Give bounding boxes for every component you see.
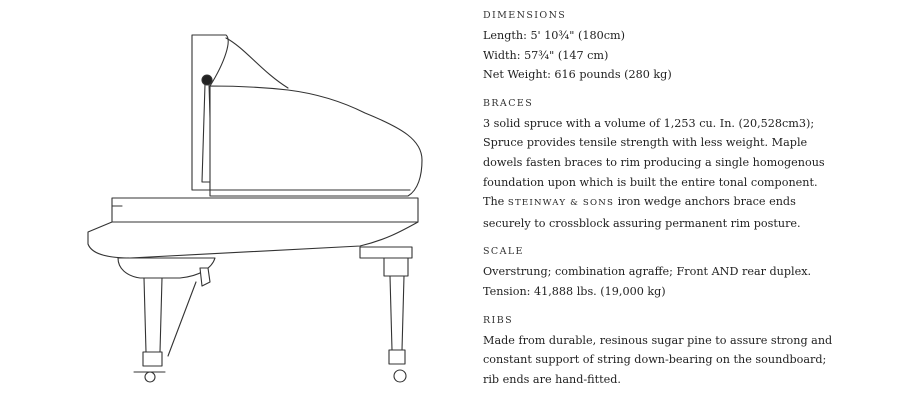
- dimensions-weight: Net Weight: 616 pounds (280 kg): [483, 68, 672, 82]
- specifications-panel: [483, 9, 898, 401]
- dimensions-section: [483, 9, 898, 85]
- rear-leg-collar: [389, 350, 405, 364]
- braces-line: foundation upon which is built the entire tonal component.: [483, 175, 818, 189]
- rear-caster: [394, 370, 406, 382]
- front-leg-collar: [143, 352, 162, 366]
- grand-piano-side-view-icon: [70, 20, 440, 395]
- braces-brand-after: iron wedge anchors brace ends: [614, 195, 796, 209]
- lid-prop-knob: [202, 75, 212, 85]
- rear-leg: [390, 276, 404, 350]
- ribs-heading: RIBS: [483, 314, 513, 326]
- piano-lid-curve: [226, 38, 288, 88]
- rear-leg-block: [360, 247, 412, 258]
- scale-line: Tension: 41,888 lbs. (19,000 kg): [483, 284, 666, 298]
- scale-line: Overstrung; combination agraffe; Front AND rear duplex.: [483, 265, 812, 279]
- ribs-line: Made from durable, resinous sugar pine to assure strong and: [483, 333, 833, 347]
- scale-section: [483, 245, 898, 301]
- dimensions-length: Length: 5' 10¾" (180cm): [483, 29, 625, 42]
- dimensions-heading: DIMENSIONS: [483, 10, 567, 21]
- piano-case: [210, 86, 422, 196]
- ribs-line: rib ends are hand-fitted.: [483, 372, 621, 386]
- lyre-rod: [168, 282, 196, 356]
- grand-piano-illustration: [70, 20, 440, 395]
- scale-heading: SCALE: [483, 246, 524, 258]
- brand-name: STEINWAY & SONS: [507, 198, 615, 209]
- braces-heading: BRACES: [483, 97, 534, 109]
- front-leg: [144, 278, 162, 352]
- front-caster: [145, 372, 155, 382]
- braces-brand-line: [483, 192, 898, 214]
- braces-line: securely to crossblock assuring permanent rim posture.: [483, 216, 801, 230]
- ribs-line: constant support of string down-bearing on the soundboard;: [483, 353, 827, 367]
- lyre-pole: [200, 268, 210, 286]
- braces-section: [483, 97, 898, 234]
- rear-leg-top: [384, 258, 408, 276]
- dimensions-width: Width: 57¾" (147 cm): [483, 48, 609, 62]
- braces-line: Spruce provides tensile strength with less weight. Maple: [483, 136, 808, 150]
- braces-line: 3 solid spruce with a volume of 1,253 cu. In. (20,528cm3);: [483, 116, 815, 130]
- ribs-section: [483, 314, 898, 390]
- braces-brand-before: The: [483, 195, 508, 209]
- braces-line: dowels fasten braces to rim producing a single homogenous: [483, 155, 825, 169]
